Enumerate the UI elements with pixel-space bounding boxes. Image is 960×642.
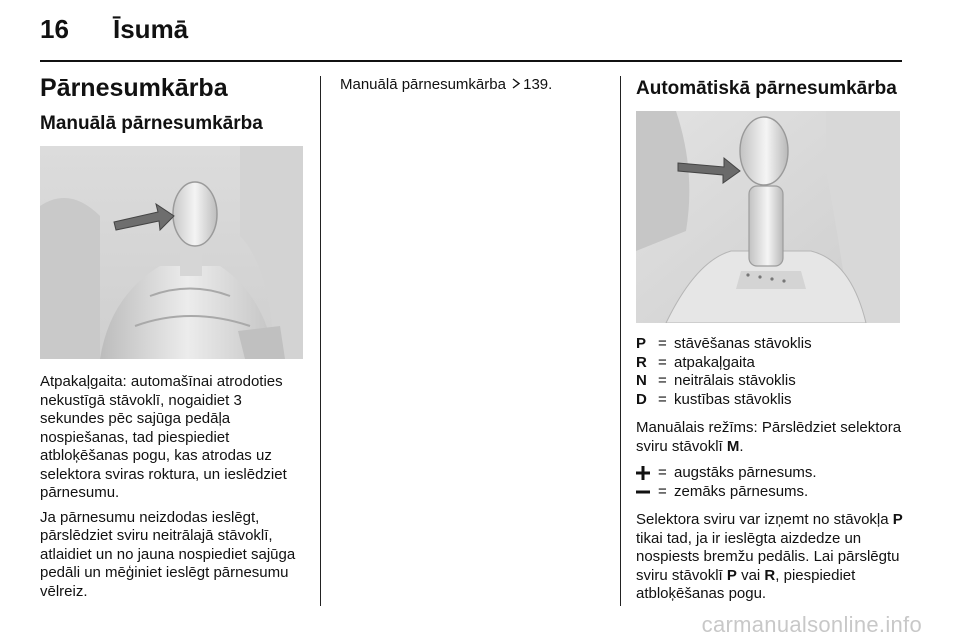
manual-mode-label: Manuālais režīms: Pārslēdziet selektora sviru stāvoklī	[636, 419, 902, 455]
gear-desc: neitrālais stāvoklis	[674, 372, 796, 389]
shift-eq: =	[658, 482, 667, 500]
gear-desc: stāvēšanas stāvoklis	[674, 335, 812, 352]
manual-reverse-text: Atpakaļgaita: automašīnai atrodoties nekustīgā stāvoklī, nogaidiet 3 sekundes pēc sajūga pedāļa nospiešanas, tad piespiediet atbloķēšanas pogu, kas atrodas uz selektora sviras roktura, un ieslēdziet pārnesumu.	[40, 373, 287, 501]
gear-key: R	[636, 353, 647, 371]
gear-row-d	[636, 391, 910, 410]
shift-list	[636, 464, 910, 501]
gear-eq: =	[658, 335, 667, 352]
shift-desc: augstāks pārnesums.	[674, 464, 817, 481]
gear-key: D	[636, 390, 647, 408]
gear-position-list	[636, 335, 910, 409]
shift-row-down	[636, 483, 910, 502]
column-reference	[340, 72, 608, 101]
watermark: carmanualsonline.info	[701, 612, 922, 637]
page-reference-arrow-icon	[512, 76, 521, 95]
gear-eq: =	[658, 372, 667, 389]
gear-eq: =	[658, 353, 667, 371]
gear-desc: atpakaļgaita	[674, 353, 755, 371]
release-text-2: tikai tad, ja ir ieslēgta aizdedze un nospiests bremžu pedālis. Lai pārslēgtu sviru stāvoklī	[636, 529, 900, 584]
manual-gearbox-heading: Manuālā pārnesumkārba	[40, 113, 263, 134]
release-text-4: , piespiediet atbloķēšanas pogu.	[636, 566, 856, 602]
gear-desc: kustības stāvoklis	[674, 390, 792, 408]
manual-retry-text: Ja pārnesumu neizdodas ieslēgt, pārslēdziet sviru neitrālajā stāvoklī, atlaidiet un no jauna nospiediet sajūga pedāli un mēģiniet ieslēgt pārnesumu vēlreiz.	[40, 508, 296, 600]
column-manual	[40, 72, 306, 607]
shift-desc: zemāks pārnesums.	[674, 482, 809, 500]
column-divider-left	[320, 76, 321, 606]
section-title: Pārnesumkārba	[40, 74, 228, 102]
shift-eq: =	[658, 464, 667, 481]
gear-row-p	[636, 335, 910, 354]
release-text-1: Selektora sviru var izņemt no stāvokļa	[636, 511, 889, 528]
plus-icon	[636, 464, 658, 483]
column-automatic	[636, 72, 910, 610]
release-key-3: R	[764, 566, 776, 584]
reference-page: 139.	[523, 76, 553, 93]
gear-key: N	[636, 372, 647, 389]
release-key-1: P	[892, 511, 903, 528]
reference-text: Manuālā pārnesumkārba	[340, 76, 506, 93]
gear-row-n	[636, 372, 910, 391]
manual-gear-lever-illustration	[40, 146, 303, 359]
release-text-3: vai	[741, 566, 761, 584]
manual-gearbox-reference	[340, 76, 608, 95]
automatic-gearbox-heading: Automātiskā pārnesumkārba	[636, 78, 897, 99]
column-divider-right	[620, 76, 621, 606]
selector-release-text	[636, 511, 910, 604]
minus-icon	[636, 483, 658, 502]
gear-eq: =	[658, 390, 667, 408]
shift-row-up	[636, 464, 910, 483]
header-rule	[40, 60, 902, 62]
gear-row-r	[636, 354, 910, 373]
page-header-title: Īsumā	[113, 14, 189, 44]
manual-mode-end: .	[739, 437, 744, 455]
gear-key: P	[636, 335, 647, 352]
page-number: 16	[40, 14, 69, 44]
release-key-2: P	[726, 566, 737, 584]
automatic-selector-lever-illustration	[636, 111, 900, 323]
manual-mode-text	[636, 419, 910, 456]
manual-mode-key: M	[726, 437, 740, 455]
